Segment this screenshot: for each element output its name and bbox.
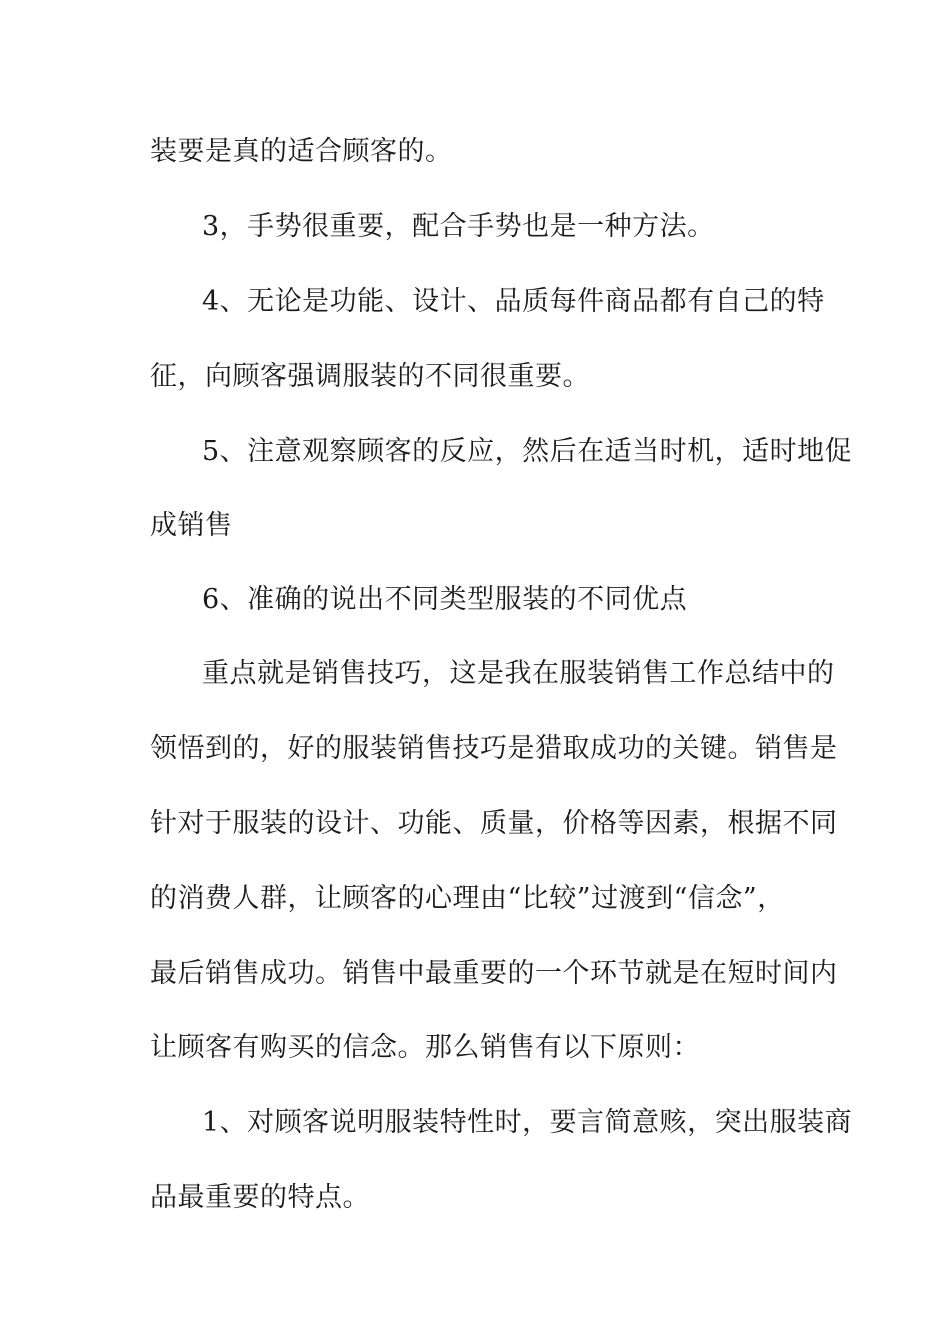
paragraph-line: 重点就是销售技巧，这是我在服装销售工作总结中的 (202, 658, 835, 689)
paragraph-line: 领悟到的，好的服装销售技巧是猎取成功的关键。销售是 (150, 733, 838, 764)
paragraph-line: 最后销售成功。销售中最重要的一个环节就是在短时间内 (150, 958, 838, 989)
paragraph-line: 品最重要的特点。 (150, 1182, 370, 1213)
paragraph-line: 的消费人群，让顾客的心理由“比较”过渡到“信念”， (150, 883, 785, 914)
paragraph-line: 装要是真的适合顾客的。 (150, 136, 453, 167)
paragraph-line: 成销售 (150, 510, 233, 541)
paragraph-line: 6、准确的说出不同类型服装的不同优点 (202, 584, 688, 615)
paragraph-line: 征，向顾客强调服装的不同很重要。 (150, 361, 590, 392)
paragraph-line: 5、注意观察顾客的反应，然后在适当时机，适时地促 (202, 436, 853, 467)
paragraph-line: 针对于服装的设计、功能、质量，价格等因素，根据不同 (150, 808, 838, 839)
paragraph-line: 3，手势很重要，配合手势也是一种方法。 (202, 211, 715, 242)
paragraph-line: 4、无论是功能、设计、品质每件商品都有自己的特 (202, 286, 825, 317)
paragraph-line: 1、对顾客说明服装特性时，要言简意赅，突出服装商 (202, 1107, 853, 1138)
paragraph-line: 让顾客有购买的信念。那么销售有以下原则： (150, 1032, 700, 1063)
